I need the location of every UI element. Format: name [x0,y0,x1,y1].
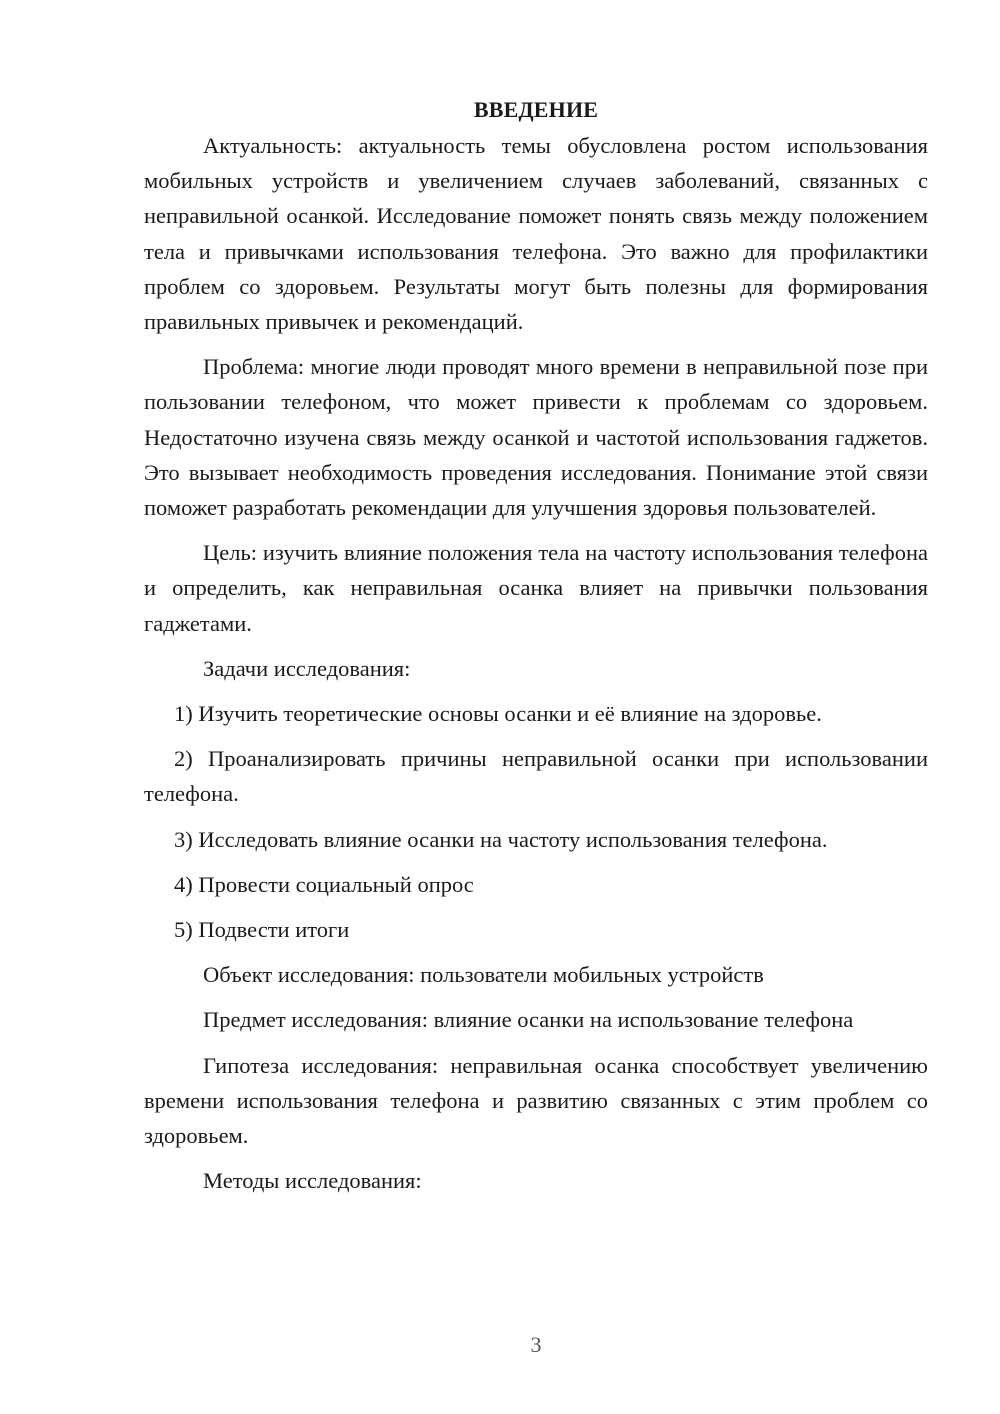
hypothesis-paragraph: Гипотеза исследования: неправильная осанка способствует увеличению времени использования телефона и развитию связанных с этим проблем со здоровьем. [144,1052,928,1149]
subject-paragraph: Предмет исследования: влияние осанки на использование телефона [203,1007,854,1033]
page-number: 3 [530,1332,542,1357]
task-item-5: 5) Подвести итоги [174,917,350,943]
methods-label: Методы исследования: [203,1168,422,1194]
task-item-2: 2) Проанализировать причины неправильной осанки при использовании телефона. [144,746,928,807]
task-item-4: 4) Провести социальный опрос [174,871,474,897]
goal-paragraph: Цель: изучить влияние положения тела на частоту использования телефона и определить, как неправильная осанка влияет на привычки пользования гаджетами. [144,540,928,636]
tasks-label: Задачи исследования: [203,655,411,681]
page-content [144,92,928,1198]
problem-paragraph: Проблема: многие люди проводят много времени в неправильной позе при пользовании телефоном, что может привести к проблемам со здоровьем. Недостаточно изучена связь между осанкой и частотой использования гаджетов. Это вызывает необходимость проведения исследования. Понимание этой связи поможет разработать рекомендации для улучшения здоровья пользователей. [144,354,928,521]
relevance-paragraph: Актуальность: актуальность темы обусловлена ростом использования мобильных устройств и увеличением случаев заболеваний, связанных с неправильной осанкой. Исследование поможет понять связь между положением тела и привычками использования телефона. Это важно для профилактики проблем со здоровьем. Результаты могут быть полезны для формирования правильных привычек и рекомендаций. [144,133,928,335]
section-heading: ВВЕДЕНИЕ [473,97,599,122]
object-paragraph: Объект исследования: пользователи мобильных устройств [203,962,764,988]
task-item-1: 1) Изучить теоретические основы осанки и её влияние на здоровье. [174,701,822,727]
task-item-3: 3) Исследовать влияние осанки на частоту использования телефона. [174,826,828,852]
